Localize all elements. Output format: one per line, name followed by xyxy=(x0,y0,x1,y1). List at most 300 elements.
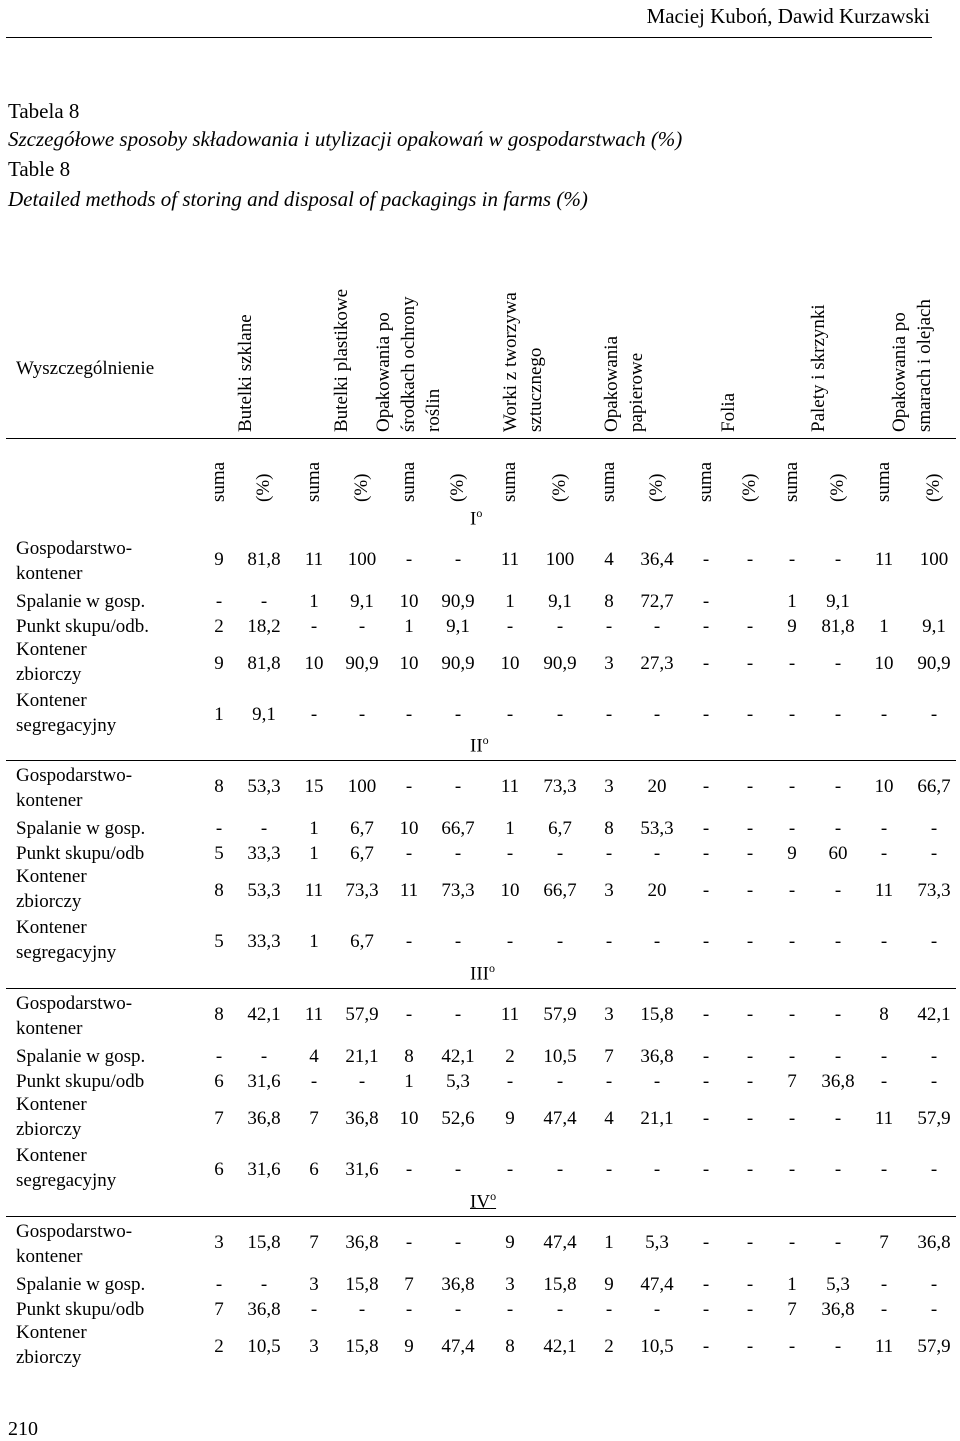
cell-percent: 90,9 xyxy=(441,653,475,674)
table-row xyxy=(0,589,960,614)
table-row xyxy=(0,651,960,676)
table-row xyxy=(0,841,960,866)
cell-suma: 1 xyxy=(505,818,515,839)
cell-suma: 1 xyxy=(309,931,319,952)
cell-suma: - xyxy=(702,704,710,725)
table-row xyxy=(0,1334,960,1359)
sub-header-suma: suma xyxy=(598,461,619,502)
cell-suma: 11 xyxy=(500,776,520,797)
cell-suma: - xyxy=(405,776,413,797)
cell-suma: 3 xyxy=(309,1336,319,1357)
cell-suma: 3 xyxy=(214,1232,224,1253)
row-label-line: segregacyjny xyxy=(16,1170,117,1191)
section-degree: o xyxy=(490,1189,497,1203)
cell-percent: - xyxy=(746,1274,754,1295)
cell-suma: - xyxy=(310,616,318,637)
cell-percent: 18,2 xyxy=(247,616,281,637)
cell-percent: - xyxy=(746,843,754,864)
cell-suma: 2 xyxy=(214,616,224,637)
cell-suma: 9 xyxy=(787,843,797,864)
cell-percent: - xyxy=(556,1071,564,1092)
row-label-line: zbiorczy xyxy=(16,1119,82,1140)
cell-percent: - xyxy=(930,843,938,864)
cell-percent: 57,9 xyxy=(345,1004,379,1025)
cell-suma: 1 xyxy=(404,616,414,637)
cell-suma: - xyxy=(506,704,514,725)
cell-suma: 1 xyxy=(309,591,319,612)
table-row xyxy=(0,1106,960,1131)
section-divider xyxy=(6,988,956,989)
cell-suma: - xyxy=(788,776,796,797)
cell-percent: 47,4 xyxy=(640,1274,674,1295)
cell-suma: - xyxy=(405,931,413,952)
cell-percent: 27,3 xyxy=(640,653,674,674)
column-header-line: środkach ochrony xyxy=(397,296,419,432)
table-row xyxy=(0,702,960,727)
cell-percent: - xyxy=(834,1232,842,1253)
cell-suma: 7 xyxy=(404,1274,414,1295)
cell-suma: - xyxy=(788,818,796,839)
cell-suma: 11 xyxy=(500,1004,520,1025)
row-label-line: Punkt skupu/odb xyxy=(16,843,145,864)
sub-header-suma: suma xyxy=(303,461,324,502)
cell-percent: - xyxy=(834,653,842,674)
cell-suma: - xyxy=(405,1299,413,1320)
cell-percent: - xyxy=(930,1071,938,1092)
cell-percent: 90,9 xyxy=(441,591,475,612)
cell-suma: - xyxy=(605,1071,613,1092)
cell-percent: - xyxy=(746,880,754,901)
cell-suma: - xyxy=(405,1159,413,1180)
cell-percent: - xyxy=(930,704,938,725)
cell-percent: - xyxy=(834,549,842,570)
cell-suma: - xyxy=(702,1159,710,1180)
cell-suma: - xyxy=(215,591,223,612)
cell-suma: 7 xyxy=(309,1108,319,1129)
row-label-line: kontener xyxy=(16,790,83,811)
cell-suma: - xyxy=(880,1299,888,1320)
row-label-line: kontener xyxy=(16,1018,83,1039)
cell-percent: 90,9 xyxy=(543,653,577,674)
cell-suma: - xyxy=(788,931,796,952)
cell-percent: 42,1 xyxy=(441,1046,475,1067)
cell-suma: - xyxy=(405,843,413,864)
cell-percent: 100 xyxy=(919,549,949,570)
cell-percent: 100 xyxy=(347,549,377,570)
table-row xyxy=(0,1157,960,1182)
row-label-line: Kontener xyxy=(16,639,87,660)
table-title-en: Detailed methods of storing and disposal of packagings in farms (%) xyxy=(8,187,588,211)
cell-percent: 81,8 xyxy=(247,653,281,674)
cell-percent: 15,8 xyxy=(247,1232,281,1253)
cell-percent: - xyxy=(260,1274,268,1295)
row-label-line: Punkt skupu/odb xyxy=(16,1071,145,1092)
cell-percent: 10,5 xyxy=(543,1046,577,1067)
cell-suma: 8 xyxy=(214,1004,224,1025)
cell-suma: - xyxy=(880,1274,888,1295)
cell-suma: - xyxy=(788,1108,796,1129)
cell-percent: 66,7 xyxy=(543,880,577,901)
cell-suma: - xyxy=(702,843,710,864)
cell-percent: - xyxy=(454,704,462,725)
cell-suma: 9 xyxy=(604,1274,614,1295)
cell-percent: 31,6 xyxy=(247,1159,281,1180)
cell-percent: - xyxy=(930,818,938,839)
cell-percent: - xyxy=(834,704,842,725)
header-divider xyxy=(6,438,956,439)
section-degree: o xyxy=(488,961,495,975)
cell-suma: 9 xyxy=(505,1108,515,1129)
sub-header-percent: (%) xyxy=(549,473,570,502)
section-degree: o xyxy=(482,733,489,747)
cell-suma: - xyxy=(702,1046,710,1067)
section-degree: o xyxy=(476,506,483,520)
cell-suma: - xyxy=(215,1046,223,1067)
cell-percent: 9,1 xyxy=(446,616,470,637)
cell-suma: - xyxy=(215,1274,223,1295)
cell-suma: - xyxy=(605,704,613,725)
cell-percent: 57,9 xyxy=(543,1004,577,1025)
cell-suma: - xyxy=(880,931,888,952)
cell-percent: - xyxy=(930,1299,938,1320)
cell-percent: - xyxy=(454,843,462,864)
cell-percent: - xyxy=(653,1071,661,1092)
table-row xyxy=(0,878,960,903)
section-label xyxy=(470,1189,496,1213)
cell-percent: - xyxy=(454,1159,462,1180)
cell-percent: 42,1 xyxy=(247,1004,281,1025)
section-roman: I xyxy=(470,508,477,530)
section-roman: II xyxy=(470,735,483,757)
cell-suma: - xyxy=(702,1336,710,1357)
cell-suma: - xyxy=(880,704,888,725)
cell-suma: - xyxy=(605,843,613,864)
cell-suma: 8 xyxy=(604,591,614,612)
cell-percent: 9,1 xyxy=(252,704,276,725)
cell-suma: - xyxy=(506,616,514,637)
cell-percent: 15,8 xyxy=(543,1274,577,1295)
cell-suma: 10 xyxy=(874,653,894,674)
cell-suma: - xyxy=(702,1274,710,1295)
cell-percent: 10,5 xyxy=(640,1336,674,1357)
cell-percent: - xyxy=(746,1108,754,1129)
cell-percent: - xyxy=(556,1159,564,1180)
cell-suma: 8 xyxy=(214,776,224,797)
cell-percent: - xyxy=(653,931,661,952)
cell-percent: 9,1 xyxy=(548,591,572,612)
table-label-en: Table 8 xyxy=(8,157,71,181)
sub-header-suma: suma xyxy=(695,461,716,502)
cell-suma: - xyxy=(702,1108,710,1129)
cell-percent: 36,8 xyxy=(345,1108,379,1129)
cell-suma: - xyxy=(405,704,413,725)
cell-percent: 36,8 xyxy=(640,1046,674,1067)
cell-percent: - xyxy=(454,1299,462,1320)
sub-header-suma: suma xyxy=(873,461,894,502)
cell-suma: 11 xyxy=(874,1336,894,1357)
cell-percent: 21,1 xyxy=(345,1046,379,1067)
cell-percent: 60 xyxy=(828,843,848,864)
cell-percent: - xyxy=(653,843,661,864)
cell-percent: - xyxy=(653,704,661,725)
cell-percent: 9,1 xyxy=(826,591,850,612)
cell-suma: - xyxy=(788,549,796,570)
column-header-line: smarach i olejach xyxy=(914,299,935,432)
cell-percent: 57,9 xyxy=(917,1336,951,1357)
cell-suma: - xyxy=(702,1071,710,1092)
cell-percent: - xyxy=(454,1232,462,1253)
cell-suma: - xyxy=(605,1159,613,1180)
cell-suma: 7 xyxy=(604,1046,614,1067)
cell-percent: 73,3 xyxy=(345,880,379,901)
cell-percent: - xyxy=(358,704,366,725)
cell-percent: - xyxy=(746,1071,754,1092)
cell-percent: - xyxy=(556,704,564,725)
table-row xyxy=(0,547,960,572)
cell-percent: 53,3 xyxy=(247,776,281,797)
row-label-line: Gospodarstwo- xyxy=(16,993,133,1014)
column-header-line: Opakowania po xyxy=(889,312,910,432)
cell-suma: 1 xyxy=(214,704,224,725)
cell-suma: 5 xyxy=(214,843,224,864)
row-label-line: zbiorczy xyxy=(16,891,82,912)
cell-percent: - xyxy=(746,653,754,674)
cell-percent: - xyxy=(834,1046,842,1067)
cell-percent: 9,1 xyxy=(350,591,374,612)
cell-percent: 33,3 xyxy=(247,931,281,952)
cell-percent: - xyxy=(834,776,842,797)
cell-percent: 20 xyxy=(647,776,667,797)
cell-suma: 5 xyxy=(214,931,224,952)
cell-suma: - xyxy=(788,653,796,674)
cell-suma: - xyxy=(702,880,710,901)
cell-suma: 1 xyxy=(309,843,319,864)
cell-suma: 3 xyxy=(505,1274,515,1295)
cell-percent: 52,6 xyxy=(441,1108,475,1129)
cell-percent: - xyxy=(930,1159,938,1180)
cell-percent: - xyxy=(358,1071,366,1092)
cell-percent: 5,3 xyxy=(446,1071,470,1092)
cell-percent: 36,8 xyxy=(441,1274,475,1295)
cell-suma: - xyxy=(788,704,796,725)
cell-percent: 6,7 xyxy=(350,843,374,864)
cell-percent: 33,3 xyxy=(247,843,281,864)
cell-percent: - xyxy=(834,1336,842,1357)
cell-percent: - xyxy=(260,818,268,839)
cell-suma: 11 xyxy=(399,880,419,901)
cell-percent: - xyxy=(746,931,754,952)
cell-suma: - xyxy=(405,1004,413,1025)
table-row xyxy=(0,774,960,799)
cell-percent: 53,3 xyxy=(640,818,674,839)
cell-suma: 1 xyxy=(787,591,797,612)
cell-percent: 42,1 xyxy=(917,1004,951,1025)
cell-suma: - xyxy=(702,549,710,570)
cell-percent: 15,8 xyxy=(345,1274,379,1295)
column-header-line: Butelki plastikowe xyxy=(330,288,352,432)
section-roman: III xyxy=(470,963,489,985)
cell-suma: - xyxy=(405,1232,413,1253)
cell-percent: 100 xyxy=(347,776,377,797)
row-label-line: Kontener xyxy=(16,690,87,711)
cell-percent: - xyxy=(930,1046,938,1067)
cell-suma: - xyxy=(215,818,223,839)
column-header-line: papierowe xyxy=(626,352,647,432)
cell-percent: - xyxy=(746,1046,754,1067)
cell-percent: - xyxy=(930,1274,938,1295)
page-number: 210 xyxy=(8,1418,38,1440)
cell-suma: - xyxy=(702,591,710,612)
cell-suma: 1 xyxy=(404,1071,414,1092)
cell-percent: - xyxy=(556,843,564,864)
cell-suma: 7 xyxy=(879,1232,889,1253)
cell-suma: 9 xyxy=(505,1232,515,1253)
cell-percent: 47,4 xyxy=(441,1336,475,1357)
row-label-line: Punkt skupu/odb xyxy=(16,1299,145,1320)
cell-suma: - xyxy=(506,1071,514,1092)
cell-suma: - xyxy=(702,1299,710,1320)
cell-suma: - xyxy=(788,1046,796,1067)
cell-suma: 2 xyxy=(505,1046,515,1067)
cell-percent: - xyxy=(653,1159,661,1180)
cell-suma: 11 xyxy=(874,1108,894,1129)
cell-suma: 2 xyxy=(214,1336,224,1357)
cell-percent: - xyxy=(746,1232,754,1253)
cell-percent: - xyxy=(834,818,842,839)
table-row xyxy=(0,1297,960,1322)
cell-percent: - xyxy=(653,616,661,637)
running-header: Maciej Kuboń, Dawid Kurzawski xyxy=(646,4,930,28)
cell-suma: - xyxy=(506,843,514,864)
cell-suma: 3 xyxy=(604,776,614,797)
cell-percent: - xyxy=(454,931,462,952)
row-label-line: kontener xyxy=(16,1246,83,1267)
cell-suma: 11 xyxy=(500,549,520,570)
row-label-line: Spalanie w gosp. xyxy=(16,1046,146,1067)
section-label xyxy=(470,961,495,985)
cell-suma: 3 xyxy=(309,1274,319,1295)
cell-suma: - xyxy=(405,549,413,570)
column-header-line: Opakowania xyxy=(601,335,622,432)
sub-header-percent: (%) xyxy=(447,473,468,502)
section-label xyxy=(470,733,489,757)
cell-percent: 73,3 xyxy=(917,880,951,901)
table-row xyxy=(0,1272,960,1297)
row-label-line: Kontener xyxy=(16,1145,87,1166)
cell-suma: 8 xyxy=(505,1336,515,1357)
cell-percent: 47,4 xyxy=(543,1232,577,1253)
section-roman: IV xyxy=(470,1191,491,1213)
cell-suma: 3 xyxy=(604,1004,614,1025)
cell-percent: - xyxy=(746,1159,754,1180)
cell-percent: 5,3 xyxy=(826,1274,850,1295)
cell-percent: - xyxy=(358,616,366,637)
cell-percent: 53,3 xyxy=(247,880,281,901)
cell-suma: 6 xyxy=(214,1159,224,1180)
cell-percent: 90,9 xyxy=(917,653,951,674)
cell-suma: 3 xyxy=(604,880,614,901)
cell-suma: 11 xyxy=(304,1004,324,1025)
cell-suma: 9 xyxy=(404,1336,414,1357)
sub-header-suma: suma xyxy=(781,461,802,502)
cell-percent: 15,8 xyxy=(640,1004,674,1025)
cell-suma: - xyxy=(788,880,796,901)
cell-percent: 6,7 xyxy=(350,818,374,839)
table-row xyxy=(0,1069,960,1094)
row-label-line: Gospodarstwo- xyxy=(16,765,133,786)
cell-suma: - xyxy=(788,1159,796,1180)
cell-percent: - xyxy=(358,1299,366,1320)
cell-suma: - xyxy=(880,1159,888,1180)
cell-percent: - xyxy=(746,549,754,570)
cell-suma: 10 xyxy=(500,653,520,674)
cell-percent: - xyxy=(653,1299,661,1320)
cell-percent: - xyxy=(260,591,268,612)
row-label-line: Punkt skupu/odb. xyxy=(16,616,150,637)
cell-percent: 5,3 xyxy=(645,1232,669,1253)
cell-percent: 36,8 xyxy=(247,1108,281,1129)
row-label-line: zbiorczy xyxy=(16,1347,82,1368)
table-row xyxy=(0,1044,960,1069)
cell-suma: - xyxy=(788,1004,796,1025)
cell-percent: 36,8 xyxy=(247,1299,281,1320)
cell-percent: 47,4 xyxy=(543,1108,577,1129)
cell-suma: - xyxy=(310,1071,318,1092)
cell-suma: - xyxy=(702,616,710,637)
row-label-line: Kontener xyxy=(16,917,87,938)
sub-header-suma: suma xyxy=(398,461,419,502)
column-header-line: roślin xyxy=(422,388,444,432)
section-divider xyxy=(6,1216,956,1217)
cell-suma: - xyxy=(310,1299,318,1320)
column-header-line: Worki z tworzywa xyxy=(500,292,521,432)
table-row xyxy=(0,1002,960,1027)
cell-percent: - xyxy=(746,776,754,797)
table-label-pl: Tabela 8 xyxy=(8,99,80,123)
cell-suma: 10 xyxy=(500,880,520,901)
cell-suma: - xyxy=(702,1232,710,1253)
cell-percent: 36,8 xyxy=(917,1232,951,1253)
cell-percent: 36,4 xyxy=(640,549,674,570)
cell-percent: 10,5 xyxy=(247,1336,281,1357)
row-label-line: Gospodarstwo- xyxy=(16,538,133,559)
cell-percent: - xyxy=(834,1004,842,1025)
cell-percent: - xyxy=(556,1299,564,1320)
column-header-line: Folia xyxy=(717,392,739,432)
table-row xyxy=(0,614,960,639)
cell-percent: 36,8 xyxy=(345,1232,379,1253)
cell-suma: 2 xyxy=(604,1336,614,1357)
cell-percent: 66,7 xyxy=(441,818,475,839)
sub-header-suma: suma xyxy=(499,461,520,502)
cell-percent: - xyxy=(746,616,754,637)
cell-suma: 6 xyxy=(214,1071,224,1092)
cell-percent: 31,6 xyxy=(247,1071,281,1092)
cell-percent: 20 xyxy=(647,880,667,901)
cell-percent: 90,9 xyxy=(345,653,379,674)
cell-suma: 1 xyxy=(309,818,319,839)
row-header-label: Wyszczególnienie xyxy=(16,358,155,379)
cell-suma: - xyxy=(880,1046,888,1067)
cell-suma: 15 xyxy=(304,776,324,797)
cell-suma: 7 xyxy=(787,1299,797,1320)
row-label-line: Kontener xyxy=(16,866,87,887)
column-header-line: sztucznego xyxy=(525,347,546,432)
cell-percent: 42,1 xyxy=(543,1336,577,1357)
cell-percent: - xyxy=(834,880,842,901)
cell-suma: - xyxy=(310,704,318,725)
column-header-line: Opakowania po xyxy=(372,312,394,432)
